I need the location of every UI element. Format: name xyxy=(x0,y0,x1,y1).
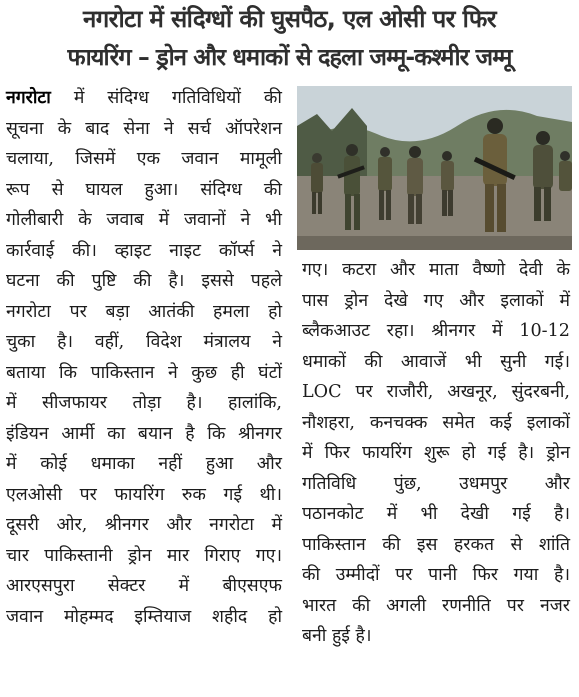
article-line: पाकिस्तान की इस हरकत से शांति xyxy=(302,534,570,555)
article-line: सूचना के बाद सेना ने सर्च ऑपरेशन xyxy=(6,118,282,139)
headline-line-1: नगरोटा में संदिग्धों की घुसपैठ, एल ओसी पर फिर xyxy=(83,5,496,33)
article-line: गोलीबारी के जवाब में जवानों ने भी xyxy=(6,210,282,230)
article-line: इंडियन आर्मी का बयान है कि श्रीनगर xyxy=(6,423,282,444)
article-line: दूसरी ओर, श्रीनगर और नगरोटा में xyxy=(6,515,282,535)
article-line: बताया कि पाकिस्तान ने कुछ ही घंटों xyxy=(6,362,282,383)
photo-illustration xyxy=(297,86,572,250)
article-line: गए। कटरा और माता वैष्णो देवी के xyxy=(302,260,570,280)
article-line: पठानकोट में भी देखी गई है। xyxy=(302,504,570,524)
article-line: ब्लैकआउट रहा। श्रीनगर में 10-12 xyxy=(302,321,570,341)
article-line: जवान मोहम्मद इम्तियाज शहीद हो xyxy=(6,606,282,627)
article-line: चलाया, जिसमें एक जवान मामूली xyxy=(6,149,282,169)
article-line: LOC पर राजौरी, अखनूर, सुंदरबनी, xyxy=(302,382,570,402)
article-line: में फिर फायरिंग शुरू हो गई है। ड्रोन xyxy=(302,443,570,463)
article-line: धमाकों की आवाजें भी सुनी गई। xyxy=(302,351,570,372)
headline xyxy=(4,0,575,76)
article-line: आरएसपुरा सेक्टर में बीएसएफ xyxy=(6,576,282,596)
article-line: पास ड्रोन देखे गए और इलाकों में xyxy=(302,290,570,311)
headline-line-2: फायरिंग – ड्रोन और धमाकों से दहला जम्मू-कश्मीर जम्मू xyxy=(67,43,512,71)
article-line: एलओसी पर फायरिंग रुक गई थी। xyxy=(6,484,282,505)
article-line: गतिविधि पुंछ, उधमपुर और xyxy=(302,473,570,494)
article-lead-word: नगरोटा xyxy=(6,87,51,108)
article-line: में कोई धमाका नहीं हुआ और xyxy=(6,454,282,474)
article-line: भारत की अगली रणनीति पर नजर xyxy=(302,595,570,616)
article-line: रूप से घायल हुआ। संदिग्ध की xyxy=(6,179,282,200)
article-line: नगरोटा पर बड़ा आतंकी हमला हो xyxy=(6,301,282,322)
article-line: घटना की पुष्टि की है। इससे पहले xyxy=(6,271,282,291)
article-line: में सीजफायर तोड़ा है। हालांकि, xyxy=(6,393,282,413)
article-line: कार्रवाई की। व्हाइट नाइट कॉर्प्स ने xyxy=(6,240,282,261)
news-photo-soldiers xyxy=(297,86,572,250)
article-line: चार पाकिस्तानी ड्रोन मार गिराए गए। xyxy=(6,545,282,566)
article-line-text: में संदिग्ध गतिविधियों की xyxy=(50,88,282,108)
article-line xyxy=(6,83,282,114)
article-line: बनी हुई है। xyxy=(302,626,372,646)
photo-ground-shadow xyxy=(297,236,572,250)
article-column-left xyxy=(6,83,282,632)
article-column-right xyxy=(302,255,570,652)
article-line: चुका है। वहीं, विदेश मंत्रालय ने xyxy=(6,332,282,352)
article-line: की उम्मीदों पर पानी फिर गया है। xyxy=(302,565,570,585)
article-line: नौशहरा, कनचक्क समेत कई इलाकों xyxy=(302,412,570,433)
